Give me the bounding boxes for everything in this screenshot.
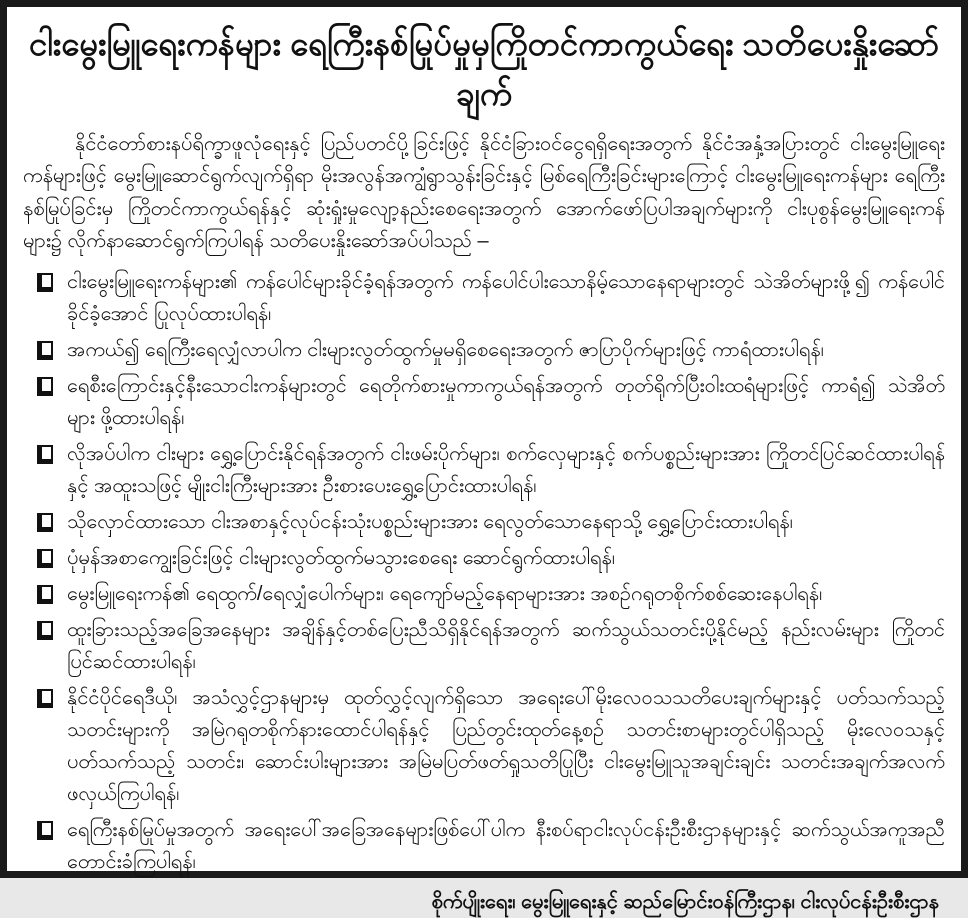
- checkbox-icon: [37, 273, 53, 292]
- list-item-text: အကယ်၍ ရေကြီးရေလျှံလာပါက ငါးများလွတ်ထွက်မှုမရှိစေရေးအတွက် ဇာပြာပိုက်များဖြင့် ကာရံထားပါရန်၊: [67, 338, 824, 361]
- list-item: [37, 542, 945, 574]
- list-item-text: သိုလှောင်ထားသော ငါးအစာနှင့်လုပ်ငန်းသုံးပစ္စည်းများအား ရေလွတ်သောနေရာသို့ ရွှေ့ပြောင်းထားပါရန်၊: [67, 510, 793, 533]
- checkbox-icon: [37, 377, 53, 396]
- checkbox-icon: [37, 445, 53, 464]
- checkbox-icon: [37, 341, 53, 360]
- list-item: [37, 578, 945, 610]
- list-item-text: ရေစီးကြောင်းနှင့်နီးသောငါးကန်များတွင် ရေတိုက်စားမှုကာကွယ်ရန်အတွက် တုတ်ရိုက်ပြီးဝါးထရံများဖြင့် ကာရံ၍ သဲအိတ်များ ဖို့ထားပါရန်၊: [67, 374, 945, 429]
- checkbox-icon: [37, 621, 53, 640]
- list-item-text: ငါးမွေးမြူရေးကန်များ၏ ကန်ပေါင်များခိုင်ခံ့ရန်အတွက် ကန်ပေါင်ပါးသောနိမ့်သောနေရာများတွင် သဲအိတ်များဖို့၍ ကန်ပေါင်ခိုင်ခံ့အောင် ပြုလုပ်ထားပါရန်၊: [67, 270, 945, 325]
- intro-paragraph: နိုင်ငံတော်စားနပ်ရိက္ခာဖူလုံရေးနှင့် ပြည်ပတင်ပို့ခြင်းဖြင့် နိုင်ငံခြားဝင်ငွေရရှိရေးအတွက် နိုင်ငံအနှံ့အပြားတွင် ငါးမွေးမြူရေးကန်များဖြင့် မွေးမြူဆောင်ရွက်လျက်ရှိရာ မိုးအလွန်အကျွံရွာသွန်းခြင်းနှင့် မြစ်ရေကြီးခြင်းများကြောင့် ငါးမွေးမြူရေးကန်များ ရေကြီးနစ်မြုပ်ခြင်းမှ ကြိုတင်ကာကွယ်ရန်နှင့် ဆုံးရှုံးမှုလျော့နည်းစေရေးအတွက် အောက်ဖော်ပြပါအချက်များကို ငါးပုစွန်မွေးမြူရေးကန်များ၌ လိုက်နာဆောင်ရွက်ကြပါရန် သတိပေးနှိုးဆော်အပ်ပါသည် –: [23, 133, 945, 253]
- list-item-text: ရေကြီးနစ်မြုပ်မှုအတွက် အရေးပေါ်အခြေအနေများဖြစ်ပေါ်ပါက နီးစပ်ရာငါးလုပ်ငန်းဦးစီးဌာနများနှင့် ဆက်သွယ်အကူအညီ တောင်းခံကြပါရန်၊: [67, 818, 945, 873]
- list-item-text: မွေးမြူရေးကန်၏ ရေထွက်/ရေလျှံပေါက်များ၊ ရေကျော်မည့်နေရာများအား အစဉ်ဂရုတစိုက်စစ်ဆေးနေပါရန်၊: [67, 582, 823, 605]
- advisory-list: [23, 266, 945, 878]
- checkbox-icon: [37, 821, 53, 840]
- list-item: [37, 614, 945, 678]
- list-item: [37, 438, 945, 502]
- list-item-text: လိုအပ်ပါက ငါးများ ရွှေ့ပြောင်းနိုင်ရန်အတွက် ငါးဖမ်းပိုက်များ၊ စက်လှေများနှင့် စက်ပစ္စည်းများအား ကြိုတင်ပြင်ဆင်ထားပါရန်နှင့် အထူးသဖြင့် မျိုးငါးကြီးများအား ဦးစားပေးရွှေ့ပြောင်းထားပါရန်၊: [67, 442, 945, 497]
- list-item: [37, 682, 945, 810]
- checkbox-icon: [37, 513, 53, 532]
- checkbox-icon: [37, 585, 53, 604]
- checkbox-icon: [37, 689, 53, 708]
- list-item: [37, 334, 945, 366]
- checkbox-icon: [37, 549, 53, 568]
- list-item: [37, 506, 945, 538]
- list-item: [37, 266, 945, 330]
- list-item-text: ပုံမှန်အစာကျွေးခြင်းဖြင့် ငါးများလွတ်ထွက်မသွားစေရေး ဆောင်ရွက်ထားပါရန်၊: [67, 546, 615, 569]
- list-item: [37, 814, 945, 878]
- signature-line: စိုက်ပျိုးရေး၊ မွေးမြူရေးနှင့် ဆည်မြောင်းဝန်ကြီးဌာန၊ ငါးလုပ်ငန်းဦးစီးဌာန: [431, 890, 939, 913]
- list-item: [37, 370, 945, 434]
- page-title: ငါးမွေးမြူရေးကန်များ ရေကြီးနစ်မြုပ်မှုမှကြိုတင်ကာကွယ်ရေး သတိပေးနှိုးဆော်ချက်: [28, 25, 940, 112]
- list-item-text: ထူးခြားသည့်အခြေအနေများ အချိန်နှင့်တစ်ပြေးညီသိရှိနိုင်ရန်အတွက် ဆက်သွယ်သတင်းပို့နိုင်မည့် နည်းလမ်းများ ကြိုတင်ပြင်ဆင်ထားပါရန်၊: [67, 618, 945, 673]
- list-item-text: နိုင်ငံပိုင်ရေဒီယို၊ အသံလွှင့်ဌာနများမှ ထုတ်လွှင့်လျက်ရှိသော အရေးပေါ်မိုးလေဝသသတိပေးချက်များနှင့် ပတ်သက်သည့် သတင်းများကို အမြဲဂရုတစိုက်နားထောင်ပါရန်နှင့် ပြည်တွင်းထုတ်နေ့စဉ် သတင်းစာများတွင်ပါရှိသည့် မိုးလေဝသနှင့် ပတ်သက်သည့် သတင်း၊ ဆောင်းပါးများအား အမြဲမပြတ်ဖတ်ရှုသတိပြုပြီး ငါးမွေးမြူသူအချင်းချင်း သတင်းအချက်အလက် ဖလှယ်ကြပါရန်၊: [67, 686, 945, 805]
